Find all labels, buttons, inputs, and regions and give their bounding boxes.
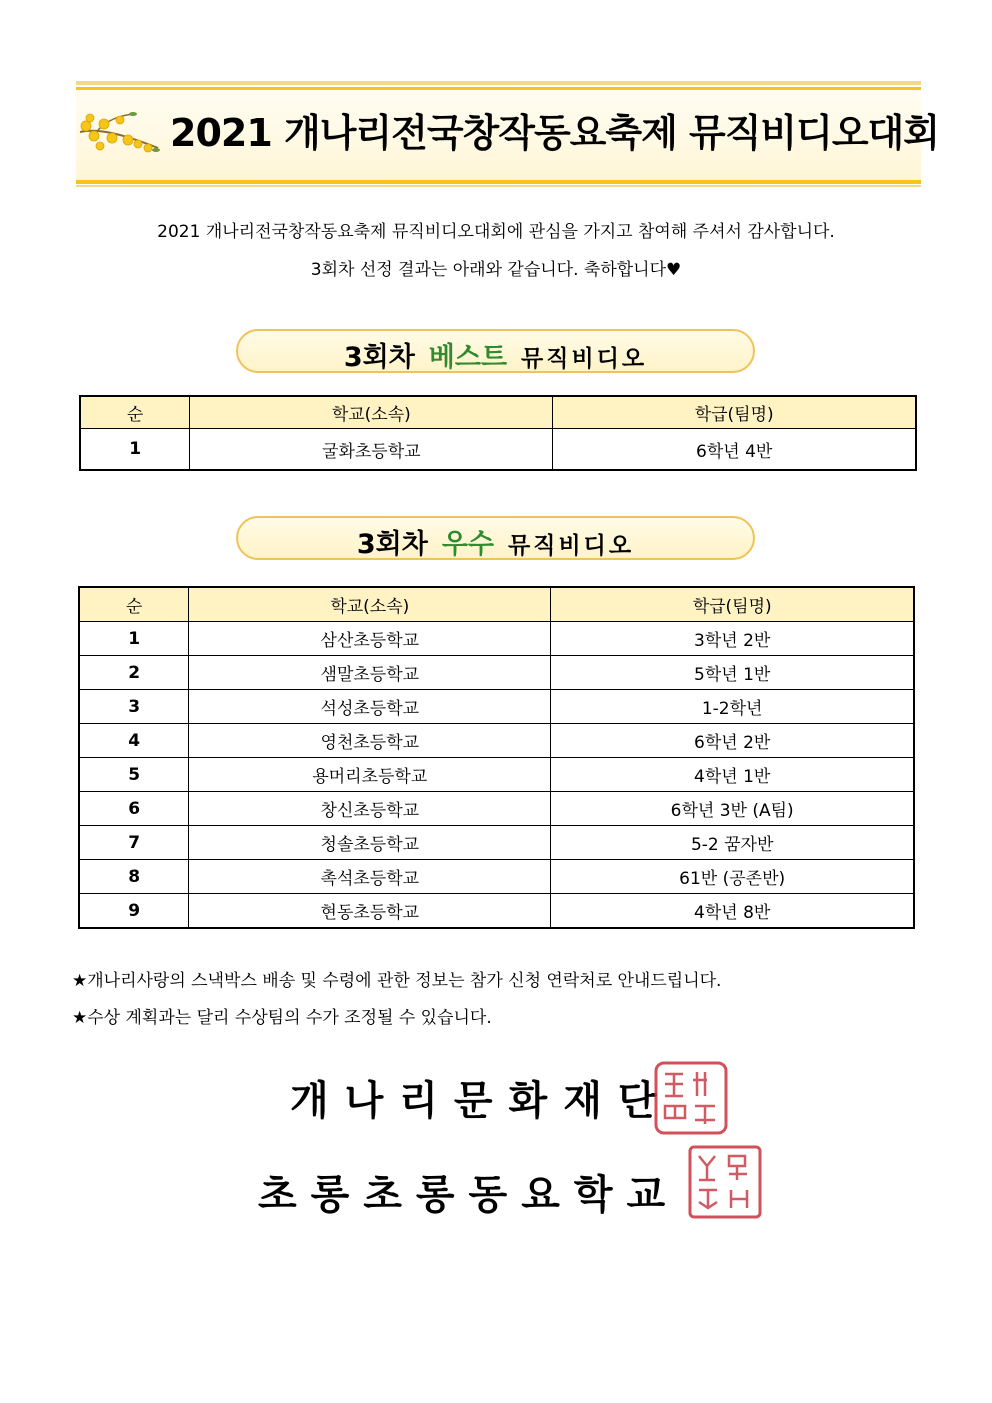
- table-row: [79, 622, 914, 656]
- table-header-row: [80, 396, 916, 429]
- row-class: 6학년 2반: [551, 724, 914, 758]
- note-snackbox-delivery: ★개나리사랑의 스낵박스 배송 및 수령에 관한 정보는 참가 신청 연락처로 안내드립니다.: [72, 971, 722, 991]
- row-no: 6: [79, 792, 189, 826]
- row-class: 3학년 2반: [551, 622, 914, 656]
- column-header-school: 학교(소속): [190, 396, 553, 429]
- table-header-row: [79, 587, 914, 622]
- row-class: 1-2학년: [551, 690, 914, 724]
- banner-bottom-rule-accent: [76, 180, 921, 184]
- row-school: 현동초등학교: [189, 894, 551, 929]
- excellent-results-table: [78, 586, 915, 929]
- school-seal-stamp: [687, 1144, 763, 1220]
- row-school: 청솔초등학교: [189, 826, 551, 860]
- table-row: [79, 690, 914, 724]
- row-school: 촉석초등학교: [189, 860, 551, 894]
- school-signature: 초롱초롱동요학교: [258, 1172, 680, 1218]
- excellent-round-label: 3회차: [356, 529, 428, 560]
- column-header-school: 학교(소속): [189, 587, 551, 622]
- best-round-label: 3회차: [343, 342, 415, 373]
- row-no: 1: [80, 429, 190, 471]
- note-award-adjustment: ★수상 계획과는 달리 수상팀의 수가 조정될 수 있습니다.: [72, 1008, 492, 1028]
- row-school: 영천초등학교: [189, 724, 551, 758]
- foundation-signature: 개나리문화재단: [290, 1078, 673, 1124]
- row-school: 샘말초등학교: [189, 656, 551, 690]
- column-header-class: 학급(팀명): [553, 396, 916, 429]
- table-row: [79, 656, 914, 690]
- table-row: [79, 860, 914, 894]
- best-suffix-label: 뮤직비디오: [521, 346, 648, 372]
- row-class: 4학년 1반: [551, 758, 914, 792]
- row-school: 석성초등학교: [189, 690, 551, 724]
- row-no: 9: [79, 894, 189, 929]
- best-results-table: [79, 395, 917, 471]
- table-row: [79, 758, 914, 792]
- row-class: 5-2 꿈자반: [551, 826, 914, 860]
- table-row: [79, 826, 914, 860]
- excellent-suffix-label: 뮤직비디오: [508, 533, 635, 559]
- best-section-heading: [236, 329, 755, 373]
- row-class: 6학년 4반: [553, 429, 916, 471]
- row-school: 창신초등학교: [189, 792, 551, 826]
- column-header-no: 순: [80, 396, 190, 429]
- row-no: 1: [79, 622, 189, 656]
- row-school: 용머리초등학교: [189, 758, 551, 792]
- row-no: 4: [79, 724, 189, 758]
- row-no: 7: [79, 826, 189, 860]
- banner-top-rule: [76, 81, 921, 85]
- column-header-no: 순: [79, 587, 189, 622]
- row-class: 5학년 1반: [551, 656, 914, 690]
- forsythia-flower-icon: [78, 108, 160, 158]
- excellent-award-label: 우수: [441, 529, 495, 560]
- table-row: [79, 792, 914, 826]
- row-class: 4학년 8반: [551, 894, 914, 929]
- column-header-class: 학급(팀명): [551, 587, 914, 622]
- intro-thanks: 2021 개나리전국창작동요축제 뮤직비디오대회에 관심을 가지고 참여해 주셔서 감사합니다.: [157, 222, 835, 242]
- row-no: 8: [79, 860, 189, 894]
- foundation-seal-stamp: [653, 1060, 729, 1136]
- row-school: 굴화초등학교: [190, 429, 553, 471]
- row-school: 삼산초등학교: [189, 622, 551, 656]
- best-award-label: 베스트: [428, 342, 508, 373]
- row-no: 3: [79, 690, 189, 724]
- intro-result: 3회차 선정 결과는 아래와 같습니다. 축하합니다♥: [310, 260, 682, 280]
- row-no: 5: [79, 758, 189, 792]
- page-title: 2021 개나리전국창작동요축제 뮤직비디오대회: [170, 111, 939, 155]
- table-row: [80, 429, 916, 471]
- banner-bottom-rule: [76, 185, 921, 187]
- row-no: 2: [79, 656, 189, 690]
- table-row: [79, 724, 914, 758]
- table-row: [79, 894, 914, 929]
- row-class: 6학년 3반 (A팀): [551, 792, 914, 826]
- row-class: 61반 (공존반): [551, 860, 914, 894]
- excellent-section-heading: [236, 516, 755, 560]
